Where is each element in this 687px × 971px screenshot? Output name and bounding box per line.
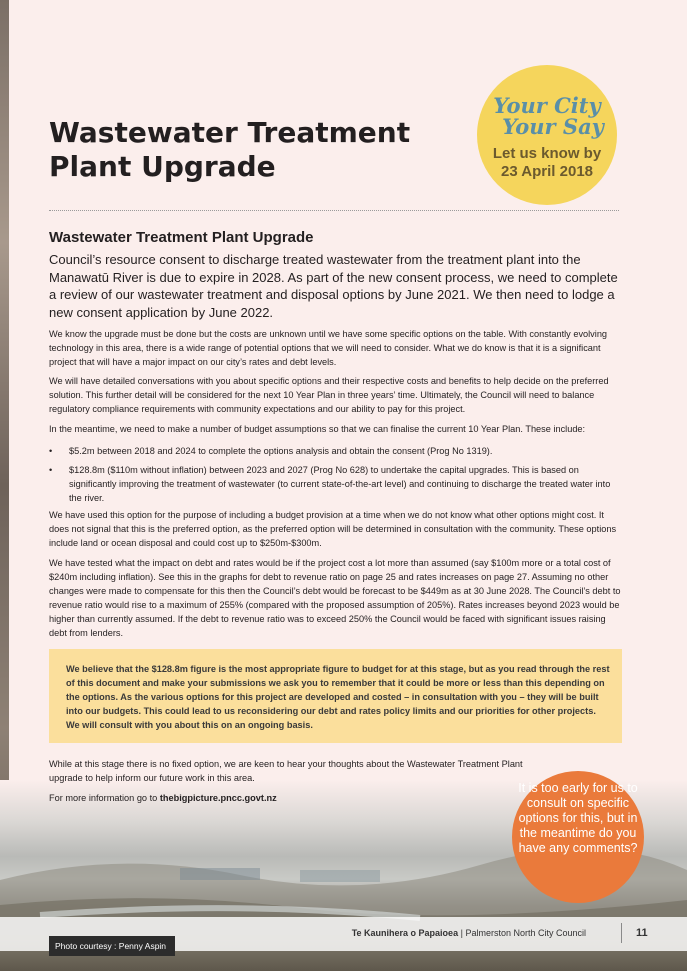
bullet-item — [49, 463, 624, 505]
bullet-item — [49, 444, 624, 458]
paragraph-upgrade-costs: We know the upgrade must be done but the costs are unknown until we have some specific options on the table. With constantly evolving technology in this area, there is a wide range of potential options that we will need to consider. What we do know is that it is a significant project that will have a major impact on our city’s rates and debt levels. — [49, 329, 608, 367]
your-city-your-say-badge — [477, 65, 617, 205]
page-number: 11 — [636, 927, 648, 939]
paragraph-detailed-conversations: We will have detailed conversations with you about specific options and their respective costs and benefits to help decide on the preferred solution. This further detail will be considered for the next 10 Year Plan in three years’ time. Ultimately, the Council will need to balance regulatory compliance requirements with community expectations and our ability to pay for this project. — [49, 376, 609, 414]
bullet-dot: • — [49, 446, 53, 456]
section-heading: Wastewater Treatment Plant Upgrade — [49, 229, 314, 246]
page-title — [49, 116, 410, 184]
badge-your-say: Your Say — [502, 114, 604, 139]
bullet-dot: • — [49, 465, 53, 475]
paragraph-budget-assumptions: In the meantime, we need to make a number of budget assumptions so that we can finalise the current 10 Year Plan. These include: — [49, 424, 586, 434]
more-info-prefix: For more information go to — [49, 793, 160, 803]
badge-let-us-know: Let us know by — [492, 145, 602, 162]
paragraph-option-purpose: We have used this option for the purpose of including a budget provision at a time when we do not know what other options might cost. It does not signal that this is the preferred option, as the preferred option will be determined in consultation with the community. These options include land or ocean disposal and could cost up to $250m-$300m. — [49, 510, 617, 548]
comment-prompt-text: It is too early for us to consult on specific options for this, but in the meantime do you have any comments? — [518, 781, 638, 855]
badge-deadline: 23 April 2018 — [501, 163, 593, 180]
lead-paragraph: Council’s resource consent to discharge treated wastewater from the treatment plant into the Manawatū River is due to expire in 2028. As part of the new consent process, we need to complete a review of our wastewater treatment and disposal options by June 2021. We then need to lodge a new consent application by June 2022. — [49, 252, 618, 320]
callout-box — [49, 649, 622, 743]
dotted-divider — [49, 210, 619, 211]
bullet-text: $5.2m between 2018 and 2024 to complete the options analysis and obtain the consent (Prog No 1319). — [69, 446, 493, 456]
photo-credit: Photo courtesy : Penny Aspin — [49, 936, 175, 956]
more-info-link[interactable]: thebigpicture.pncc.govt.nz — [159, 793, 277, 803]
bullet-text: $128.8m ($110m without inflation) between 2023 and 2027 (Prog No 628) to undertake the capital upgrades. This is based on significantly improving the treatment of wastewater (to current state-of-the-art level) and continuing to discharge the treated water into the river. — [69, 465, 611, 503]
page-title-line1: Wastewater Treatment — [49, 116, 411, 149]
page-title-line2: Plant Upgrade — [49, 150, 276, 183]
footer-divider — [621, 923, 622, 943]
closing-paragraph: While at this stage there is no fixed option, we are keen to hear your thoughts about the Wastewater Treatment Plant upgrade to help inform our future work in this area. — [49, 759, 523, 783]
more-info-line — [49, 791, 539, 805]
badge-your-city: Your City — [493, 93, 601, 118]
footer-council — [352, 928, 586, 938]
footer-council-name: Palmerston North City Council — [465, 928, 586, 938]
footer-maori-name: Te Kaunihera o Papaioea — [351, 928, 459, 938]
paragraph-debt-impact: We have tested what the impact on debt and rates would be if the project cost a lot more than assumed (say $100m more or a total cost of $240m including inflation). See this in the graphs for debt to revenue ratio on page 25 and rates increases on page 27. Assuming no other changes were made to compensate for this then the Council’s debt would be forecast to be $449m as at 30 June 2028. The Council’s debt to revenue ratio would rise to a maximum of 255% (compared with the proposed assumption of 205%). Rates increases beyond 2023 would be higher than currently assumed. If the debt to revenue ratio was to exceed 250% the Council would be faced with significant issues raising debt from lenders. — [49, 558, 621, 638]
comment-prompt-bubble — [512, 771, 644, 903]
callout-text: We believe that the $128.8m figure is the most appropriate figure to budget for at this stage, but as you read through the rest of this document and make your submissions we ask you to remember that it could be more or less than this depending on the options. As the various options for this project are developed and costed – in consultation with you – they will be built into our budgets. This could lead to us reconsidering our debt and rates policy limits and our priorities for other projects. We will consult with you about this on an ongoing basis. — [66, 664, 610, 730]
footer-separator: | — [460, 928, 463, 938]
